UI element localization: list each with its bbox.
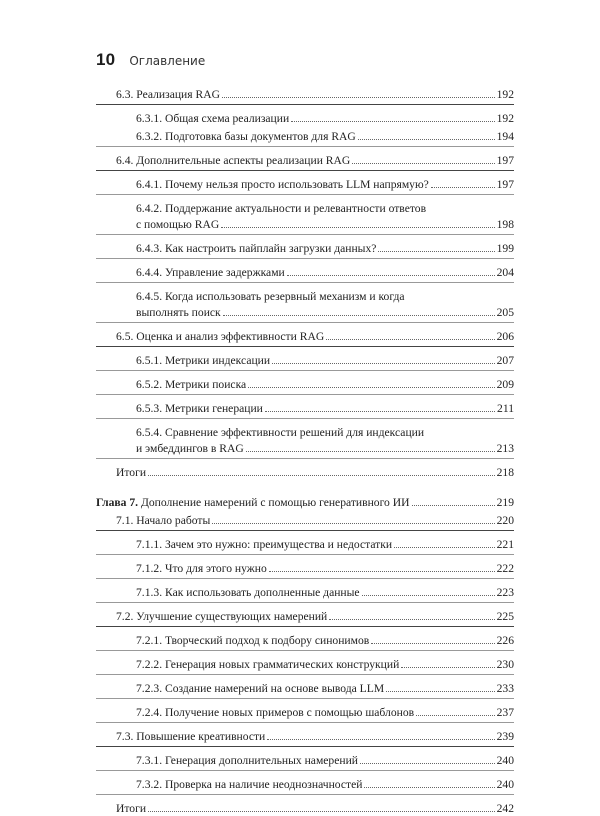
divider bbox=[96, 698, 514, 699]
running-title: Оглавление bbox=[129, 54, 206, 68]
toc-page-number: 199 bbox=[496, 242, 514, 255]
divider bbox=[96, 602, 514, 603]
toc-entry-title: 7.3. Повышение креативности bbox=[116, 730, 266, 743]
dot-leader bbox=[148, 474, 495, 476]
toc-entry-title: 7.2.1. Творческий подход к подбору синонимов bbox=[136, 634, 370, 647]
divider bbox=[96, 626, 514, 627]
toc-entry-title: 6.4.3. Как настроить пайплайн загрузки данных? bbox=[136, 242, 377, 255]
dot-leader bbox=[265, 410, 495, 412]
toc-page-number: 209 bbox=[496, 378, 514, 391]
toc-page-number: 225 bbox=[496, 610, 514, 623]
toc-entry[interactable] bbox=[96, 510, 514, 528]
dot-leader bbox=[272, 362, 495, 364]
toc-entry-title: 7.1. Начало работы bbox=[116, 514, 211, 527]
divider bbox=[96, 370, 514, 371]
toc-entry[interactable] bbox=[96, 126, 514, 144]
toc-entry-title: 7.2.2. Генерация новых грамматических конструкций bbox=[136, 658, 400, 671]
toc-entry-title: 6.3. Реализация RAG bbox=[116, 88, 220, 101]
toc-entry[interactable] bbox=[96, 374, 514, 392]
toc-page-number: 192 bbox=[496, 88, 514, 101]
toc-entry[interactable] bbox=[96, 702, 514, 720]
toc-entry-title: 6.5.2. Метрики поиска bbox=[136, 378, 247, 391]
divider bbox=[96, 554, 514, 555]
toc-page-number: 213 bbox=[496, 442, 514, 455]
toc-entry[interactable] bbox=[96, 654, 514, 672]
dot-leader bbox=[362, 594, 495, 596]
dot-leader bbox=[248, 386, 494, 388]
toc-entry-title: 6.4.4. Управление задержками bbox=[136, 266, 285, 279]
toc-entry[interactable] bbox=[96, 262, 514, 280]
toc-entry-title: 6.5.1. Метрики индексации bbox=[136, 354, 271, 367]
divider bbox=[96, 282, 514, 283]
page-header bbox=[96, 50, 205, 70]
dot-leader bbox=[358, 138, 495, 140]
divider bbox=[96, 674, 514, 675]
divider bbox=[96, 104, 514, 105]
toc-page-number: 233 bbox=[496, 682, 514, 695]
toc-entry-title: 7.1.1. Зачем это нужно: преимущества и недостатки bbox=[136, 538, 393, 551]
toc-page-number: 204 bbox=[496, 266, 514, 279]
toc-entry[interactable] bbox=[96, 678, 514, 696]
toc-entry-title: Дополнение намерений с помощью генеративного ИИ bbox=[140, 496, 410, 509]
toc-entry-title: 7.2. Улучшение существующих намерений bbox=[116, 610, 328, 623]
dot-leader bbox=[431, 186, 495, 188]
dot-leader bbox=[394, 546, 495, 548]
dot-leader bbox=[291, 120, 494, 122]
toc-entry-title: 6.3.2. Подготовка базы документов для RAG bbox=[136, 130, 356, 143]
toc-entry[interactable] bbox=[96, 606, 514, 624]
dot-leader bbox=[222, 96, 495, 98]
toc-entry[interactable] bbox=[96, 286, 514, 320]
dot-leader bbox=[329, 618, 494, 620]
toc-page-number: 230 bbox=[496, 658, 514, 671]
toc-page-number: 239 bbox=[496, 730, 514, 743]
chapter-label: Глава 7. bbox=[96, 496, 139, 509]
dot-leader bbox=[287, 274, 495, 276]
toc-page-number: 237 bbox=[496, 706, 514, 719]
dot-leader bbox=[221, 226, 494, 228]
toc-entry[interactable] bbox=[96, 462, 514, 480]
dot-leader bbox=[371, 642, 494, 644]
toc-page-number: 198 bbox=[496, 218, 514, 231]
divider bbox=[96, 258, 514, 259]
toc-entry-title: 6.5.3. Метрики генерации bbox=[136, 402, 263, 415]
divider bbox=[96, 146, 514, 147]
toc-page-number: 242 bbox=[496, 802, 514, 815]
divider bbox=[96, 234, 514, 235]
toc-entry[interactable] bbox=[96, 774, 514, 792]
toc-entry[interactable] bbox=[96, 422, 514, 456]
dot-leader bbox=[352, 162, 494, 164]
toc-entry[interactable] bbox=[96, 198, 514, 232]
toc-entry-title-line1: 6.4.5. Когда использовать резервный механизм и когда bbox=[136, 290, 405, 303]
toc-entry-title-line1: 6.5.4. Сравнение эффективности решений для индексации bbox=[136, 426, 425, 439]
toc-page-number: 211 bbox=[497, 402, 514, 415]
toc-page-number: 192 bbox=[496, 112, 514, 125]
toc-entry-title-line1: 6.4.2. Поддержание актуальности и релевантности ответов bbox=[136, 202, 427, 215]
dot-leader bbox=[416, 714, 495, 716]
toc-page-number: 220 bbox=[496, 514, 514, 527]
toc-page-number: 197 bbox=[496, 178, 514, 191]
dot-leader bbox=[212, 522, 494, 524]
table-of-contents bbox=[96, 84, 514, 816]
dot-leader bbox=[401, 666, 494, 668]
toc-page-number: 221 bbox=[496, 538, 514, 551]
toc-entry-title: Итоги bbox=[116, 466, 147, 479]
toc-entry-title: 7.3.1. Генерация дополнительных намерений bbox=[136, 754, 358, 767]
toc-entry[interactable] bbox=[96, 108, 514, 126]
divider bbox=[96, 170, 514, 171]
toc-entry-title: 6.4. Дополнительные аспекты реализации RAG bbox=[116, 154, 351, 167]
divider bbox=[96, 650, 514, 651]
toc-entry-title: 7.2.3. Создание намерений на основе вывода LLM bbox=[136, 682, 385, 695]
dot-leader bbox=[378, 250, 494, 252]
toc-entry-title: 6.5. Оценка и анализ эффективности RAG bbox=[116, 330, 325, 343]
divider bbox=[96, 794, 514, 795]
dot-leader bbox=[412, 504, 495, 506]
toc-entry[interactable] bbox=[96, 582, 514, 600]
dot-leader bbox=[223, 314, 495, 316]
toc-entry-title: 7.1.2. Что для этого нужно bbox=[136, 562, 267, 575]
toc-entry[interactable] bbox=[96, 534, 514, 552]
toc-entry[interactable] bbox=[96, 726, 514, 744]
toc-entry[interactable] bbox=[96, 630, 514, 648]
divider bbox=[96, 746, 514, 747]
dot-leader bbox=[386, 690, 494, 692]
dot-leader bbox=[360, 762, 495, 764]
divider bbox=[96, 530, 514, 531]
toc-entry[interactable] bbox=[96, 174, 514, 192]
toc-page-number: 222 bbox=[496, 562, 514, 575]
toc-page-number: 223 bbox=[496, 586, 514, 599]
toc-entry-title: и эмбеддингов в RAG bbox=[136, 442, 244, 455]
toc-page-number: 206 bbox=[496, 330, 514, 343]
toc-entry[interactable] bbox=[96, 84, 514, 102]
toc-page-number: 197 bbox=[496, 154, 514, 167]
toc-page-number: 205 bbox=[496, 306, 514, 319]
toc-entry-title: 6.3.1. Общая схема реализации bbox=[136, 112, 290, 125]
toc-entry[interactable] bbox=[96, 150, 514, 168]
toc-entry-title: 7.3.2. Проверка на наличие неоднозначностей bbox=[136, 778, 363, 791]
toc-page-number: 226 bbox=[496, 634, 514, 647]
toc-entry-title: с помощью RAG bbox=[136, 218, 220, 231]
toc-entry[interactable] bbox=[96, 350, 514, 368]
toc-entry-title: 6.4.1. Почему нельзя просто использовать LLM напрямую? bbox=[136, 178, 429, 191]
divider bbox=[96, 346, 514, 347]
divider bbox=[96, 578, 514, 579]
toc-entry-title: выполнять поиск bbox=[136, 306, 221, 319]
toc-page-number: 218 bbox=[496, 466, 514, 479]
divider bbox=[96, 722, 514, 723]
dot-leader bbox=[364, 786, 494, 788]
dot-leader bbox=[246, 450, 495, 452]
toc-entry[interactable] bbox=[96, 558, 514, 576]
toc-entry-title: Итоги bbox=[116, 802, 147, 815]
toc-page-number: 194 bbox=[496, 130, 514, 143]
page-number: 10 bbox=[96, 50, 116, 69]
divider bbox=[96, 194, 514, 195]
toc-entry[interactable] bbox=[96, 238, 514, 256]
toc-entry[interactable] bbox=[96, 398, 514, 416]
divider bbox=[96, 322, 514, 323]
divider bbox=[96, 458, 514, 459]
toc-page-number: 240 bbox=[496, 754, 514, 767]
toc-entry-title: 7.2.4. Получение новых примеров с помощью шаблонов bbox=[136, 706, 415, 719]
dot-leader bbox=[267, 738, 494, 740]
toc-page-number: 219 bbox=[496, 496, 514, 509]
toc-entry-title: 7.1.3. Как использовать дополненные данные bbox=[136, 586, 360, 599]
toc-entry[interactable] bbox=[96, 750, 514, 768]
divider bbox=[96, 770, 514, 771]
toc-entry[interactable] bbox=[96, 326, 514, 344]
dot-leader bbox=[326, 338, 494, 340]
dot-leader bbox=[269, 570, 495, 572]
divider bbox=[96, 418, 514, 419]
dot-leader bbox=[148, 810, 495, 812]
toc-page-number: 207 bbox=[496, 354, 514, 367]
toc-entry[interactable] bbox=[96, 798, 514, 816]
toc-page-number: 240 bbox=[496, 778, 514, 791]
divider bbox=[96, 394, 514, 395]
toc-entry[interactable] bbox=[96, 492, 514, 510]
